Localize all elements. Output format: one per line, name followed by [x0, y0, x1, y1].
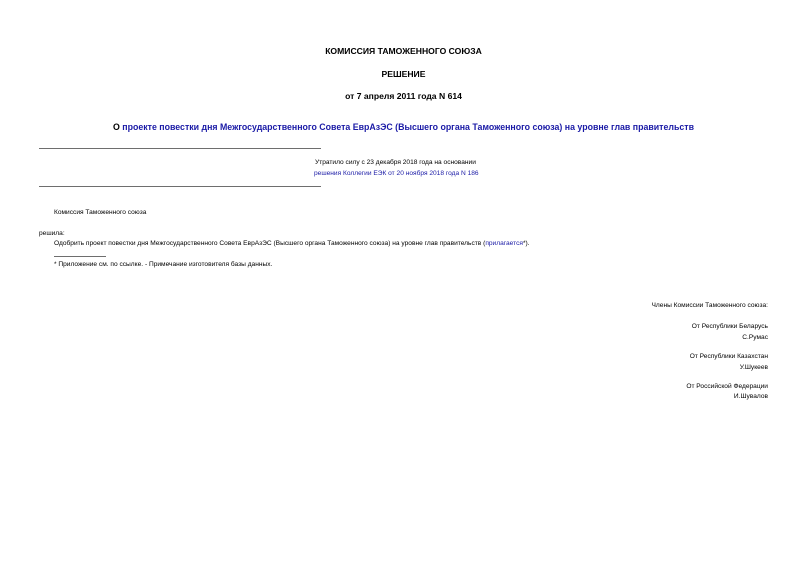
document-date-number: от 7 апреля 2011 года N 614: [345, 91, 462, 101]
members-label: Члены Комиссии Таможенного союза:: [651, 302, 768, 309]
status-top-rule: [39, 148, 321, 149]
signature-country: От Республики Казахстан: [689, 353, 768, 360]
footnote-text: * Приложение см. по ссылке. - Примечание изготовителя базы данных.: [54, 261, 273, 268]
organization-heading: КОМИССИЯ ТАМОЖЕННОГО СОЮЗА: [325, 46, 482, 56]
decision-suffix: *).: [522, 240, 530, 247]
signature-name: И.Шувалов: [733, 393, 768, 400]
status-bottom-rule: [39, 186, 321, 187]
status-expired-text: Утратило силу с 23 декабря 2018 года на основании: [315, 159, 476, 166]
status-repeal-link[interactable]: решения Коллегии ЕЭК от 20 ноября 2018 года N 186: [314, 170, 479, 177]
signature-name: С.Румас: [742, 334, 768, 341]
document-type-heading: РЕШЕНИЕ: [381, 69, 426, 79]
footnote-rule: [54, 256, 106, 257]
decision-prefix: Одобрить проект повестки дня Межгосударственного Совета ЕврАзЭС (Высшего органа Таможенного союза) на уровне глав правительств (: [54, 240, 486, 247]
issuer-text: Комиссия Таможенного союза: [54, 209, 147, 216]
title-link[interactable]: проекте повестки дня Межгосударственного Совета ЕврАзЭС (Высшего органа Таможенного союза) на уровне глав правительств: [122, 122, 694, 132]
decided-text: решила:: [39, 230, 65, 237]
decision-text: [54, 240, 530, 247]
attachment-link[interactable]: прилагается: [485, 240, 523, 247]
signature-country: От Российской Федерации: [686, 383, 768, 390]
document-title: [0, 122, 807, 132]
title-prefix: О: [113, 122, 123, 132]
signature-country: От Республики Беларусь: [691, 323, 768, 330]
signature-name: У.Шукеев: [739, 364, 768, 371]
